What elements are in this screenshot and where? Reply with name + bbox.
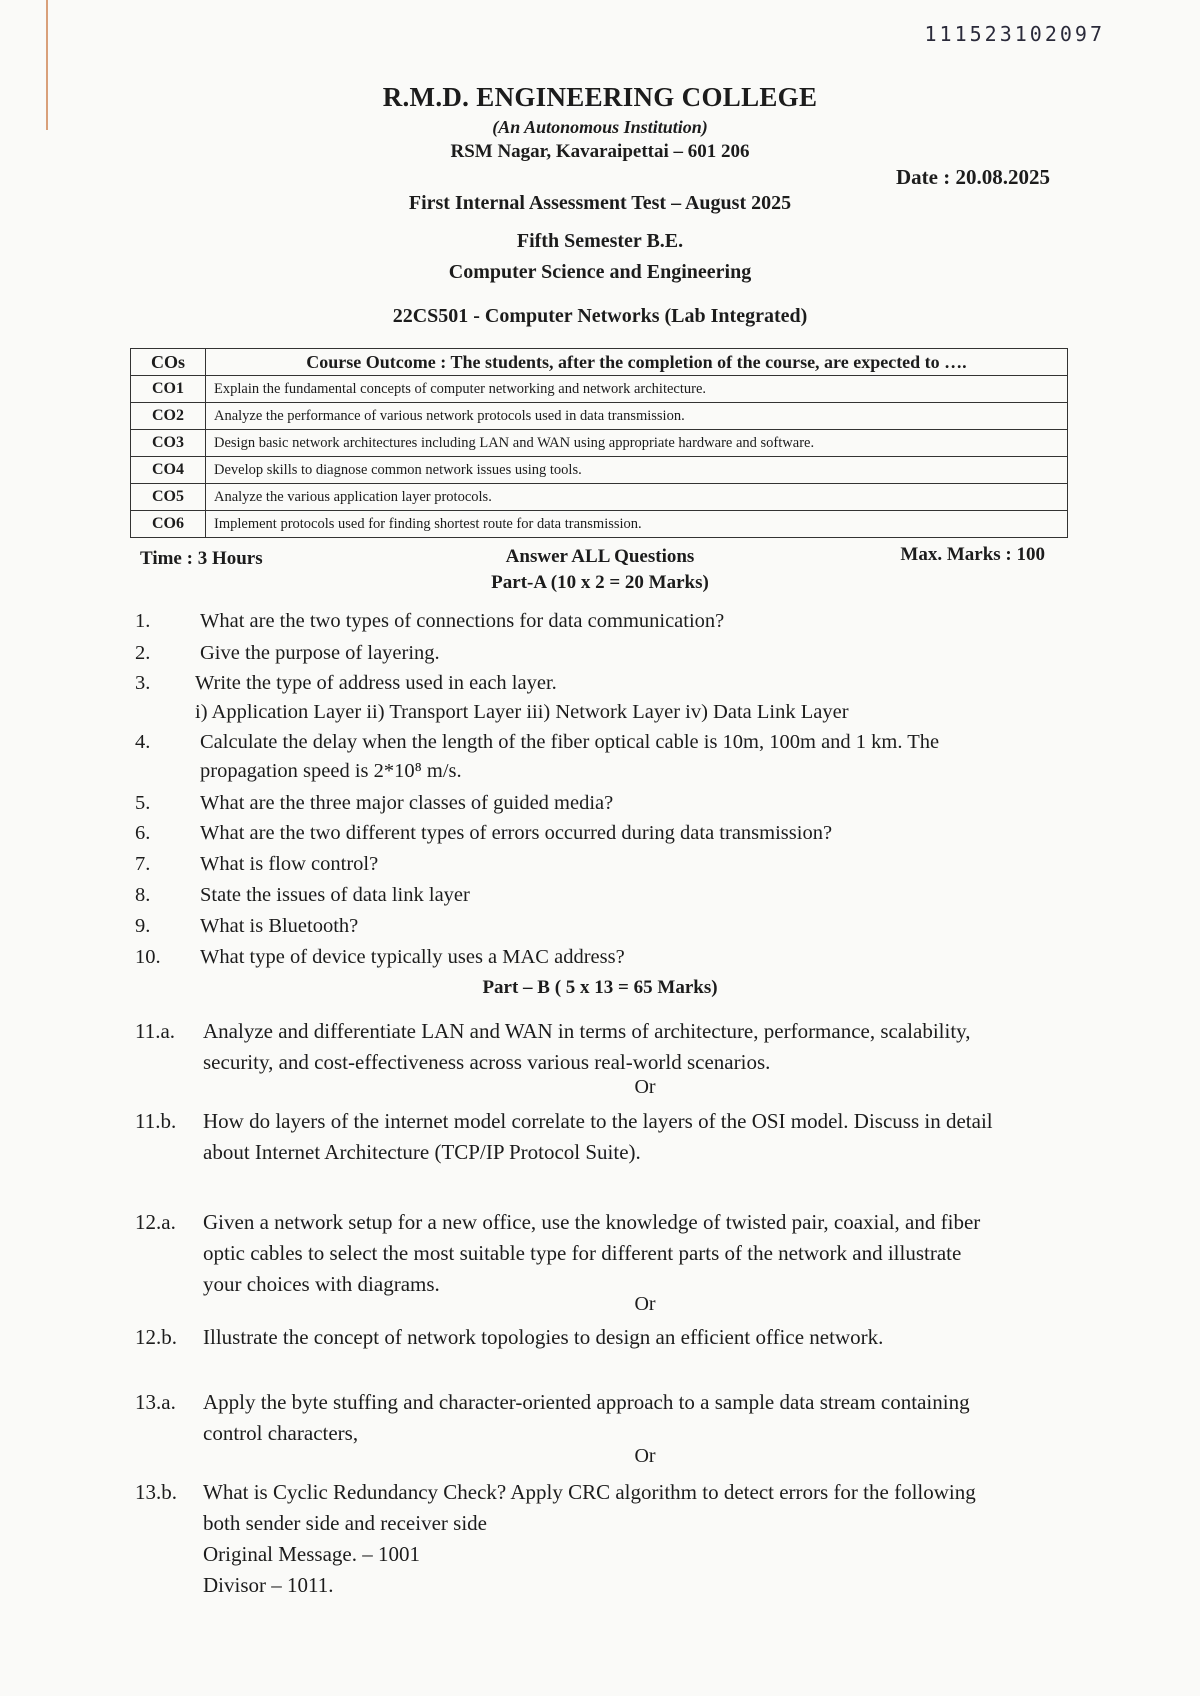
question-number: 12.b. <box>135 1325 177 1349</box>
table-row <box>131 457 1068 484</box>
co-desc: Analyze the performance of various network protocols used in data transmission. <box>206 403 1068 430</box>
co-code: CO5 <box>131 484 206 511</box>
question-text: Original Message. – 1001 <box>203 1542 420 1566</box>
or-separator: Or <box>634 1445 656 1467</box>
co-code: CO2 <box>131 403 206 430</box>
department: Computer Science and Engineering <box>448 261 752 283</box>
question-text: Divisor – 1011. <box>203 1573 334 1597</box>
register-number: 111523102097 <box>924 22 1105 46</box>
question-text: State the issues of data link layer <box>200 884 470 906</box>
question-text: security, and cost-effectiveness across various real-world scenarios. <box>203 1050 771 1074</box>
table-row <box>131 484 1068 511</box>
co-desc: Develop skills to diagnose common network issues using tools. <box>206 457 1068 484</box>
question-body <box>203 1207 1093 1300</box>
question-text: What is Cyclic Redundancy Check? Apply CRC algorithm to detect errors for the following <box>203 1480 976 1504</box>
college-subtitle: (An Autonomous Institution) <box>492 117 708 137</box>
question-text: optic cables to select the most suitable type for different parts of the network and illustrate <box>203 1241 962 1265</box>
course-outcome-table <box>130 348 1068 538</box>
table-row <box>131 376 1068 403</box>
question-body <box>195 669 1085 727</box>
co-desc: Analyze the various application layer protocols. <box>206 484 1068 511</box>
table-row <box>131 430 1068 457</box>
question-text: How do layers of the internet model correlate to the layers of the OSI model. Discuss in detail <box>203 1109 993 1133</box>
question-number: 4. <box>135 731 151 753</box>
question-body <box>203 1106 1093 1168</box>
question-text: What are the three major classes of guided media? <box>200 792 614 814</box>
question-text: control characters, <box>203 1421 359 1445</box>
question-body <box>203 1016 1093 1078</box>
question-text: What type of device typically uses a MAC address? <box>200 946 625 968</box>
co-desc: Implement protocols used for finding shortest route for data transmission. <box>206 511 1068 538</box>
co-code: CO4 <box>131 457 206 484</box>
question-text: Write the type of address used in each layer. <box>195 672 557 694</box>
question-text: about Internet Architecture (TCP/IP Protocol Suite). <box>203 1140 641 1164</box>
question-text-line2: propagation speed is 2*10⁸ m/s. <box>200 760 462 782</box>
question-number: 11.a. <box>135 1019 176 1043</box>
co-code: CO3 <box>131 430 206 457</box>
exam-time: Time : 3 Hours <box>140 548 263 569</box>
or-separator: Or <box>634 1076 656 1098</box>
or-separator: Or <box>634 1293 656 1315</box>
question-text: Give the purpose of layering. <box>200 642 440 664</box>
semester: Fifth Semester B.E. <box>516 230 684 252</box>
question-text: What are the two different types of errors occurred during data transmission? <box>200 822 833 844</box>
exam-date: Date : 20.08.2025 <box>896 165 1050 189</box>
college-address: RSM Nagar, Kavaraipettai – 601 206 <box>450 141 750 162</box>
question-body <box>203 1387 1093 1449</box>
question-number: 12.a. <box>135 1210 176 1234</box>
question-number: 6. <box>135 822 151 844</box>
question-text: your choices with diagrams. <box>203 1272 440 1296</box>
question-number: 5. <box>135 792 151 814</box>
instruction: Answer ALL Questions <box>505 546 695 567</box>
question-number: 2. <box>135 642 151 664</box>
question-number: 1. <box>135 610 151 632</box>
question-number: 9. <box>135 915 151 937</box>
question-text: What is Bluetooth? <box>200 915 359 937</box>
question-text: both sender side and receiver side <box>203 1511 487 1535</box>
co-code: CO6 <box>131 511 206 538</box>
co-desc: Explain the fundamental concepts of computer networking and network architecture. <box>206 376 1068 403</box>
part-a-title: Part-A (10 x 2 = 20 Marks) <box>491 572 709 593</box>
question-text: Analyze and differentiate LAN and WAN in terms of architecture, performance, scalability, <box>203 1019 971 1043</box>
question-subparts: i) Application Layer ii) Transport Layer iii) Network Layer iv) Data Link Layer <box>195 701 849 723</box>
question-text: Calculate the delay when the length of the fiber optical cable is 10m, 100m and 1 km. The <box>200 731 940 753</box>
question-body <box>203 1322 1093 1353</box>
question-number: 11.b. <box>135 1109 177 1133</box>
question-text: What is flow control? <box>200 853 379 875</box>
co-code: CO1 <box>131 376 206 403</box>
course-title: 22CS501 - Computer Networks (Lab Integrated) <box>392 305 808 327</box>
question-number: 8. <box>135 884 151 906</box>
question-text: Apply the byte stuffing and character-oriented approach to a sample data stream containing <box>203 1390 970 1414</box>
co-desc: Design basic network architectures including LAN and WAN using appropriate hardware and software. <box>206 430 1068 457</box>
question-number: 3. <box>135 672 151 694</box>
part-b-title: Part – B ( 5 x 13 = 65 Marks) <box>482 977 718 998</box>
header-desc: Course Outcome : The students, after the completion of the course, are expected to …. <box>206 349 1068 376</box>
exam-title: First Internal Assessment Test – August 2025 <box>408 192 792 214</box>
question-body <box>203 1477 1093 1601</box>
question-body <box>200 728 1090 786</box>
question-text: What are the two types of connections for data communication? <box>200 610 725 632</box>
header-code: COs <box>131 349 206 376</box>
table-row <box>131 511 1068 538</box>
table-header-row <box>131 349 1068 376</box>
table-row <box>131 403 1068 430</box>
question-number: 7. <box>135 853 151 875</box>
question-number: 13.b. <box>135 1480 177 1504</box>
question-text: Given a network setup for a new office, use the knowledge of twisted pair, coaxial, and fiber <box>203 1210 981 1234</box>
max-marks: Max. Marks : 100 <box>900 544 1045 565</box>
question-number: 10. <box>135 946 161 968</box>
college-name: R.M.D. ENGINEERING COLLEGE <box>382 82 818 112</box>
question-text: Illustrate the concept of network topologies to design an efficient office network. <box>203 1325 884 1349</box>
question-number: 13.a. <box>135 1390 176 1414</box>
